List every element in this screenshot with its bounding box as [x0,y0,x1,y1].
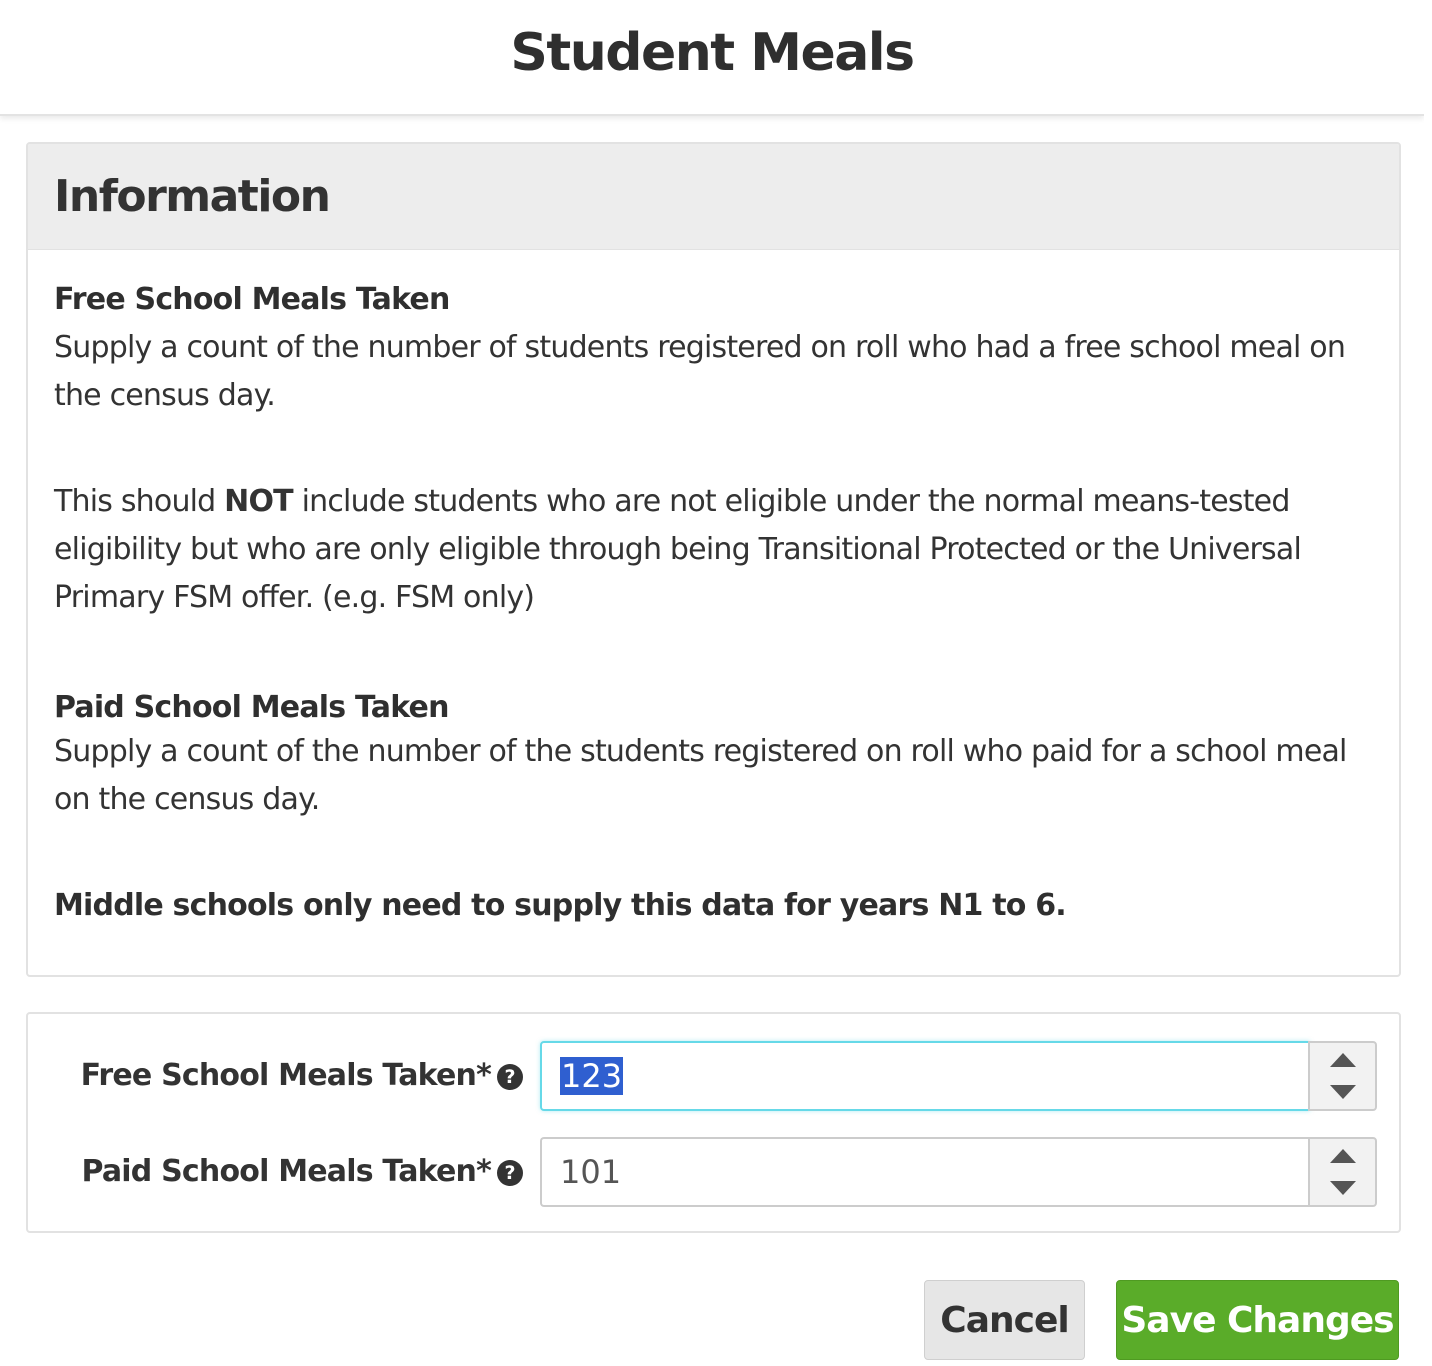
free-meals-label [81,1041,523,1111]
exclusion-note [54,478,1373,622]
save-changes-button[interactable]: Save Changes [1116,1280,1399,1360]
information-heading: Information [54,171,330,222]
cancel-button[interactable]: Cancel [924,1280,1085,1360]
paid-meals-row [28,1137,1399,1207]
help-icon[interactable]: ? [497,1160,523,1186]
decrement-arrow-icon[interactable] [1310,1076,1375,1109]
free-meals-label-text: Free School Meals Taken* [80,1058,491,1093]
free-meals-input[interactable] [540,1041,1310,1111]
paid-meals-description: Supply a count of the number of the students registered on roll who paid for a school meal on the census day. [54,734,1347,817]
decrement-arrow-icon[interactable] [1310,1172,1375,1205]
paid-meals-title: Paid School Meals Taken [54,690,449,725]
paid-meals-label-text: Paid School Meals Taken* [81,1154,491,1189]
free-meals-description: Supply a count of the number of students registered on roll who had a free school meal on the census day. [54,330,1346,413]
information-panel [26,142,1401,977]
increment-arrow-icon[interactable] [1310,1043,1375,1076]
exclusion-note-not: NOT [224,484,293,519]
free-meals-row [28,1041,1399,1111]
free-meals-title: Free School Meals Taken [54,282,450,317]
modal-header [0,0,1424,116]
modal-title: Student Meals [510,23,914,83]
paid-meals-spinner[interactable] [1308,1137,1377,1207]
paid-meals-input[interactable] [540,1137,1310,1207]
paid-meals-stepper[interactable] [540,1137,1377,1207]
exclusion-note-suffix: include students who are not eligible under the normal means-tested eligibility but who are only eligible through being Transitional Protected or the Universal Primary FSM offer. (e.g. FSM only) [54,484,1301,615]
free-meals-input-value: 123 [561,1057,623,1095]
paid-meals-input-value: 101 [560,1153,622,1191]
exclusion-note-prefix: This should [54,484,225,519]
help-icon[interactable]: ? [497,1064,523,1090]
scrollbar[interactable] [1424,0,1432,1366]
free-meals-stepper[interactable] [540,1041,1377,1111]
paid-meals-label [81,1137,523,1207]
increment-arrow-icon[interactable] [1310,1139,1375,1172]
middle-schools-note: Middle schools only need to supply this data for years N1 to 6. [54,888,1066,923]
information-panel-heading [28,144,1399,250]
information-body [28,250,1399,930]
meals-form-panel [26,1012,1401,1233]
free-meals-spinner[interactable] [1308,1041,1377,1111]
